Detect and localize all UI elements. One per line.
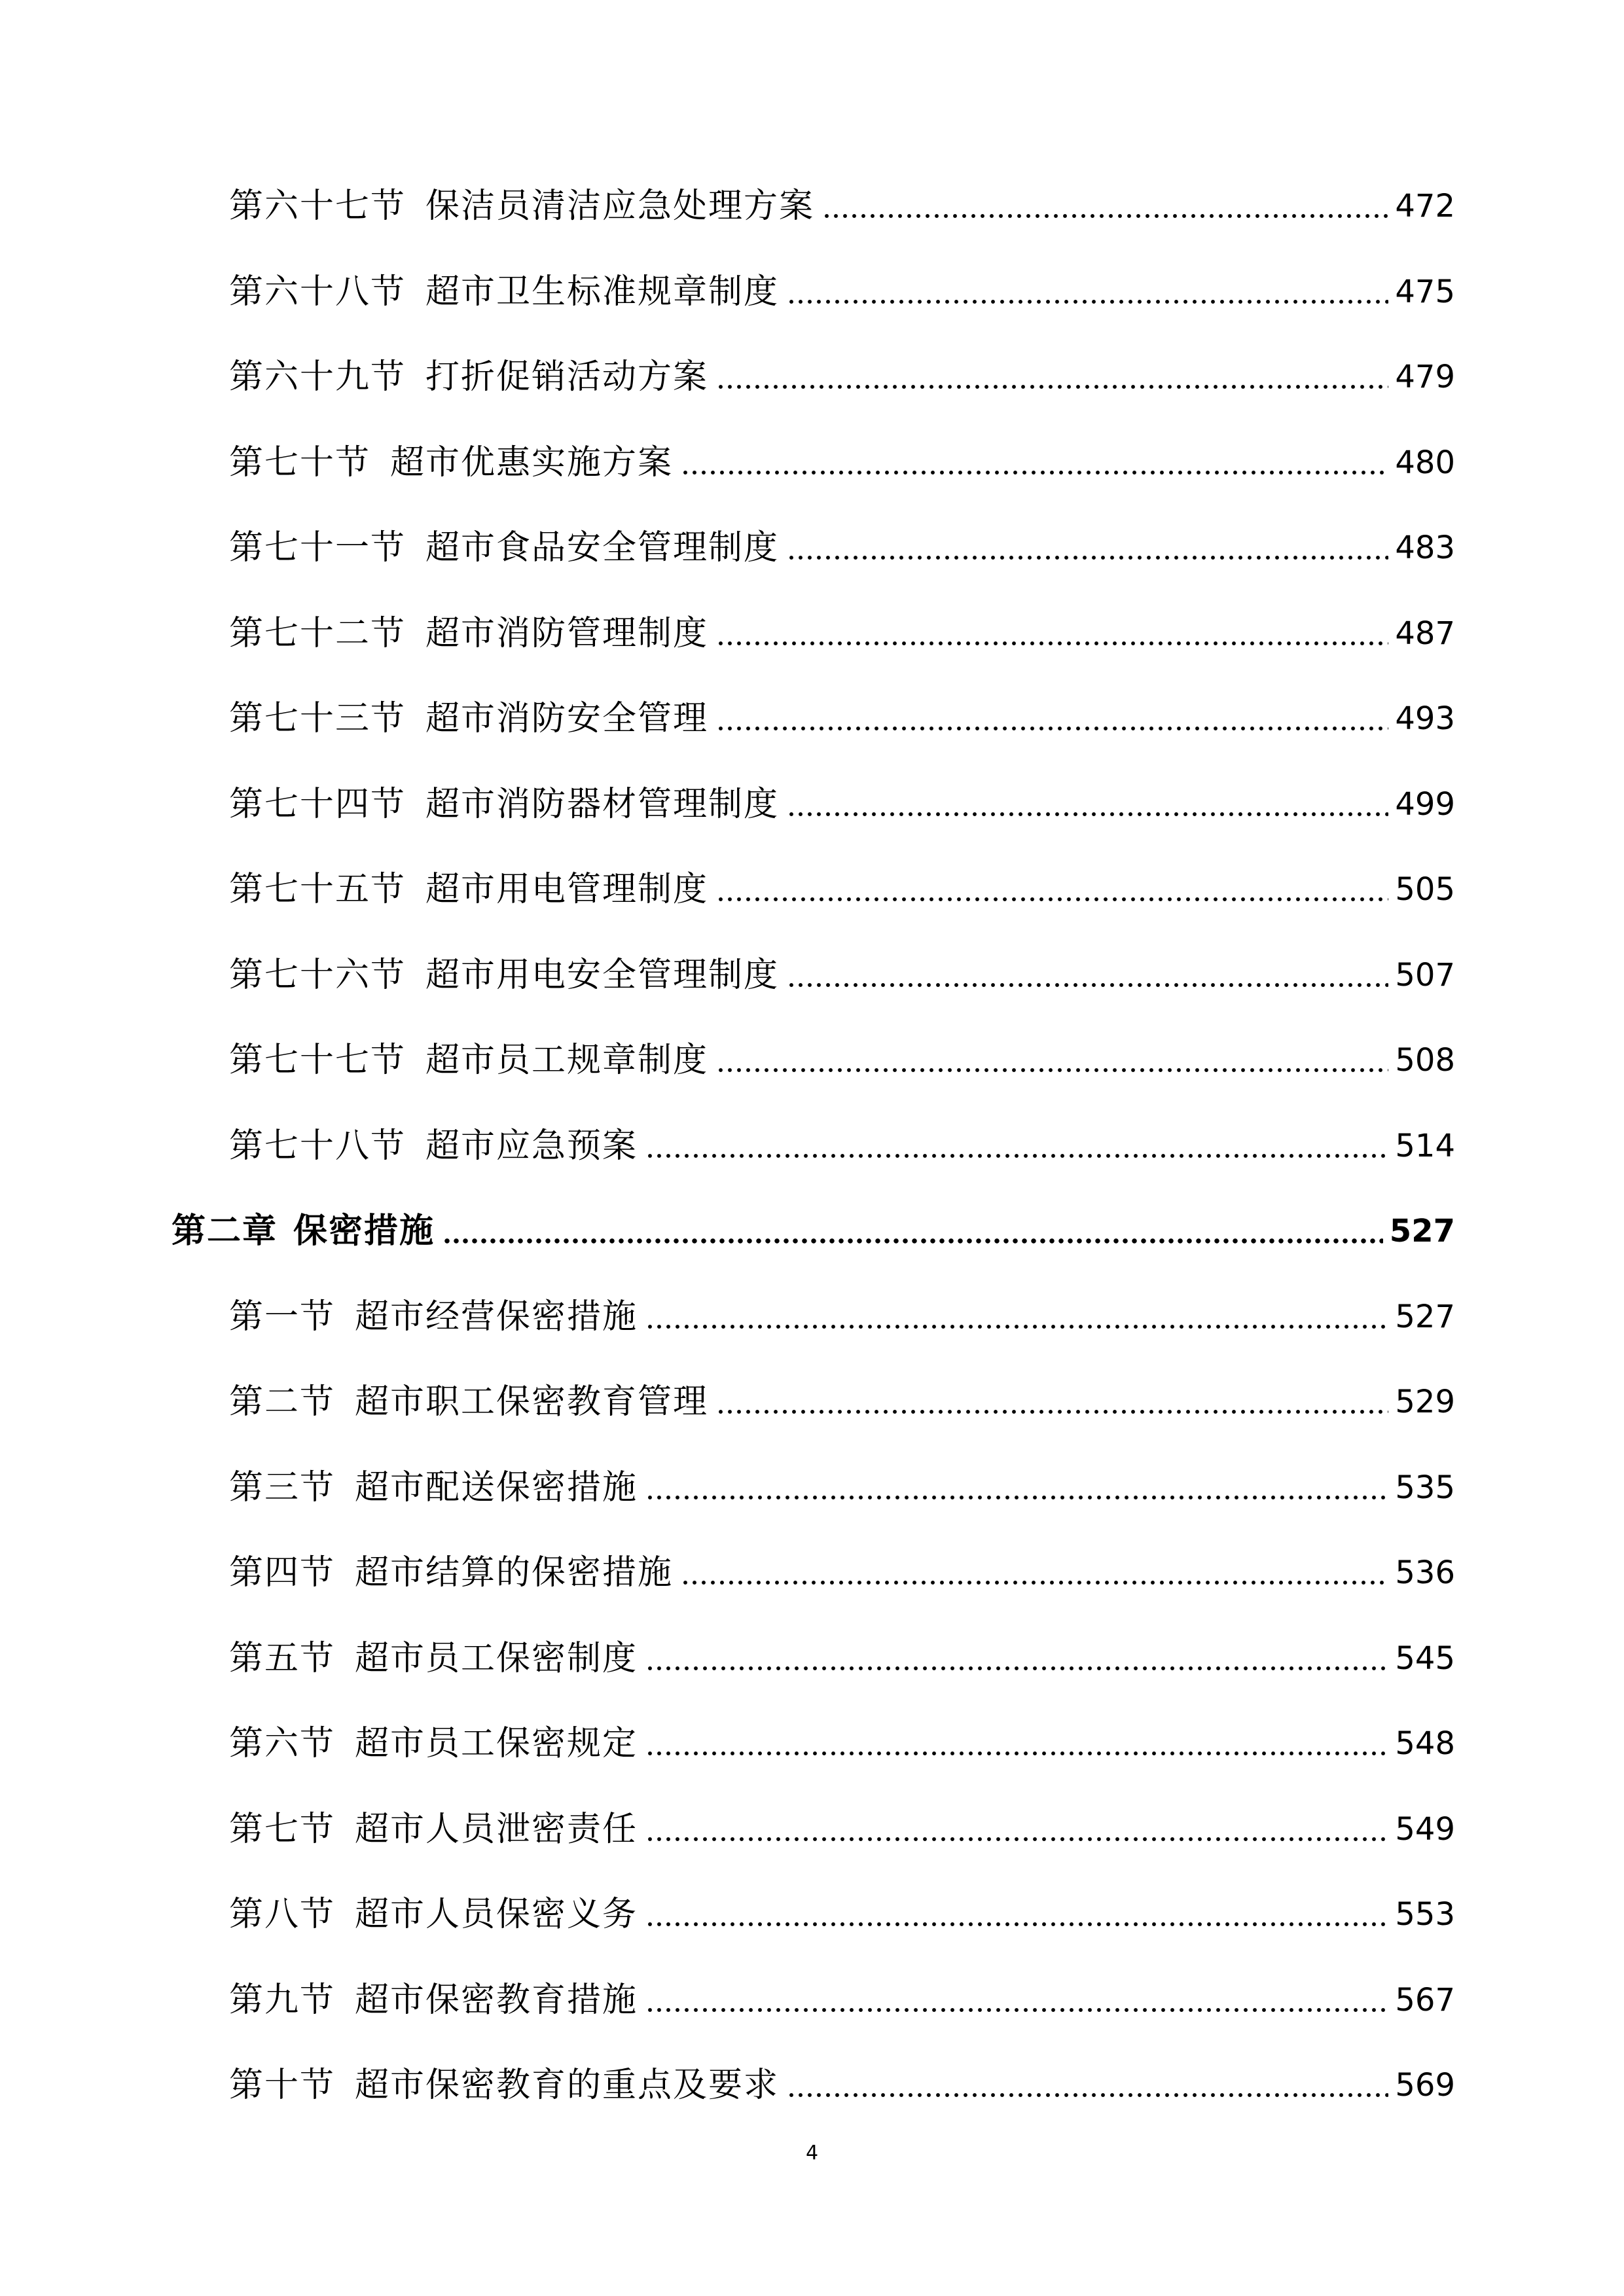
toc-section-entry[interactable] [229,341,1455,400]
toc-section-entry[interactable] [229,1024,1455,1083]
toc-entry-title: 超市消防管理制度 [425,613,709,653]
toc-entry-page: 527 [1389,1213,1455,1249]
toc-section-entry[interactable] [229,2049,1455,2108]
toc-entry-page: 480 [1395,444,1455,481]
toc-dot-leader [645,1751,1388,1756]
toc-entry-page: 527 [1395,1298,1455,1335]
toc-entry-page: 508 [1395,1042,1455,1079]
toc-dot-leader [645,1495,1388,1500]
toc-entry-number: 第七十四节 [229,784,406,824]
toc-section-entry[interactable] [229,1708,1455,1767]
toc-entry-number: 第七十二节 [229,613,406,653]
toc-section-entry[interactable] [229,170,1455,229]
toc-entry-number: 第二章 [171,1211,278,1251]
toc-entry-title: 超市人员泄密责任 [355,1809,638,1849]
toc-section-entry[interactable] [229,256,1455,315]
toc-entry-number: 第四节 [229,1553,336,1592]
toc-dot-leader [645,1922,1388,1927]
toc-entry-title: 超市用电安全管理制度 [425,955,780,995]
toc-dot-leader [645,2007,1388,2013]
toc-entry-title: 超市员工保密制度 [355,1638,638,1678]
toc-section-entry[interactable] [229,1793,1455,1852]
toc-entry-page: 535 [1395,1469,1455,1506]
toc-entry-title: 超市人员保密义务 [355,1895,638,1934]
toc-dot-leader [787,299,1388,304]
toc-entry-number: 第六节 [229,1724,336,1763]
toc-dot-leader [787,812,1388,817]
toc-entry-title: 超市消防安全管理 [425,699,709,738]
toc-entry-page: 529 [1395,1384,1455,1420]
toc-entry-page: 514 [1395,1127,1455,1164]
toc-entry-title: 超市消防器材管理制度 [425,784,780,824]
toc-dot-leader [716,726,1388,731]
toc-entry-page: 569 [1395,2067,1455,2104]
toc-section-entry[interactable] [229,853,1455,912]
toc-entry-title: 超市保密教育的重点及要求 [355,2066,780,2105]
toc-entry-title: 超市卫生标准规章制度 [425,272,780,312]
toc-entry-page: 499 [1395,785,1455,823]
toc-section-entry[interactable] [229,1623,1455,1681]
toc-entry-number: 第九节 [229,1980,336,2020]
toc-entry-number: 第三节 [229,1467,336,1507]
toc-dot-leader [645,1324,1388,1329]
toc-entry-page: 493 [1395,700,1455,737]
toc-entry-page: 483 [1395,529,1455,566]
toc-entry-title: 超市保密教育措施 [355,1980,638,2020]
toc-dot-leader [787,2092,1388,2098]
toc-section-entry[interactable] [229,1452,1455,1511]
toc-entry-title: 超市职工保密教育管理 [355,1382,709,1422]
toc-entry-number: 第八节 [229,1895,336,1934]
toc-entry-page: 475 [1395,273,1455,310]
toc-entry-number: 第七十八节 [229,1126,406,1166]
toc-entry-page: 567 [1395,1981,1455,2018]
toc-entry-title: 打折促销活动方案 [425,357,709,397]
toc-entry-number: 第七十一节 [229,528,406,567]
toc-entry-title: 保密措施 [293,1211,435,1251]
toc-dot-leader [442,1238,1383,1244]
toc-entry-number: 第一节 [229,1297,336,1336]
toc-section-entry[interactable] [229,1366,1455,1425]
toc-entry-page: 487 [1395,615,1455,652]
page-number: 4 [805,2142,819,2164]
toc-entry-number: 第七节 [229,1809,336,1849]
toc-dot-leader [645,1837,1388,1842]
toc-section-entry[interactable] [229,1110,1455,1169]
toc-section-entry[interactable] [229,598,1455,656]
toc-entry-page: 553 [1395,1896,1455,1933]
toc-section-entry[interactable] [229,1878,1455,1937]
toc-section-entry[interactable] [229,512,1455,571]
toc-entry-page: 536 [1395,1554,1455,1591]
toc-section-entry[interactable] [229,939,1455,998]
toc-entry-number: 第五节 [229,1638,336,1678]
toc-entry-title: 超市结算的保密措施 [355,1553,674,1592]
toc-dot-leader [716,384,1388,389]
toc-dot-leader [645,1666,1388,1671]
toc-section-entry[interactable] [229,1281,1455,1340]
toc-dot-leader [716,1067,1388,1073]
toc-entry-page: 548 [1395,1725,1455,1762]
toc-entry-title: 超市经营保密措施 [355,1297,638,1336]
toc-dot-leader [681,470,1388,475]
toc-chapter-entry[interactable] [171,1195,1455,1254]
toc-entry-title: 超市用电管理制度 [425,870,709,909]
toc-entry-title: 超市员工保密规定 [355,1724,638,1763]
toc-entry-title: 超市配送保密措施 [355,1467,638,1507]
toc-entry-number: 第二节 [229,1382,336,1422]
toc-entry-page: 549 [1395,1810,1455,1848]
toc-section-entry[interactable] [229,1537,1455,1596]
toc-entry-title: 超市食品安全管理制度 [425,528,780,567]
toc-entry-title: 超市员工规章制度 [425,1041,709,1080]
toc-entry-number: 第七十五节 [229,870,406,909]
toc-entry-title: 超市优惠实施方案 [390,442,674,482]
toc-entry-number: 第十节 [229,2066,336,2105]
toc-entry-page: 479 [1395,359,1455,395]
toc-entry-page: 505 [1395,871,1455,908]
toc-entry-number: 第七十节 [229,442,371,482]
toc-dot-leader [716,897,1388,902]
toc-dot-leader [787,982,1388,988]
toc-dot-leader [716,1409,1388,1414]
toc-entry-number: 第六十七节 [229,187,406,226]
toc-entry-page: 545 [1395,1640,1455,1677]
toc-entry-page: 507 [1395,956,1455,994]
toc-dot-leader [681,1580,1388,1585]
toc-entry-number: 第六十八节 [229,272,406,312]
toc-dot-leader [716,641,1388,646]
toc-entry-page: 472 [1395,188,1455,224]
toc-section-entry[interactable] [229,683,1455,742]
toc-entry-number: 第七十三节 [229,699,406,738]
toc-section-entry[interactable] [229,427,1455,486]
toc-entry-number: 第七十六节 [229,955,406,995]
toc-entry-number: 第六十九节 [229,357,406,397]
toc-entry-number: 第七十七节 [229,1041,406,1080]
toc-entry-title: 超市应急预案 [425,1126,638,1166]
toc-section-entry[interactable] [229,1964,1455,2023]
toc-dot-leader [787,555,1388,560]
toc-section-entry[interactable] [229,768,1455,827]
toc-dot-leader [645,1153,1388,1158]
toc-entry-title: 保洁员清洁应急处理方案 [425,187,815,226]
toc-dot-leader [822,213,1388,219]
